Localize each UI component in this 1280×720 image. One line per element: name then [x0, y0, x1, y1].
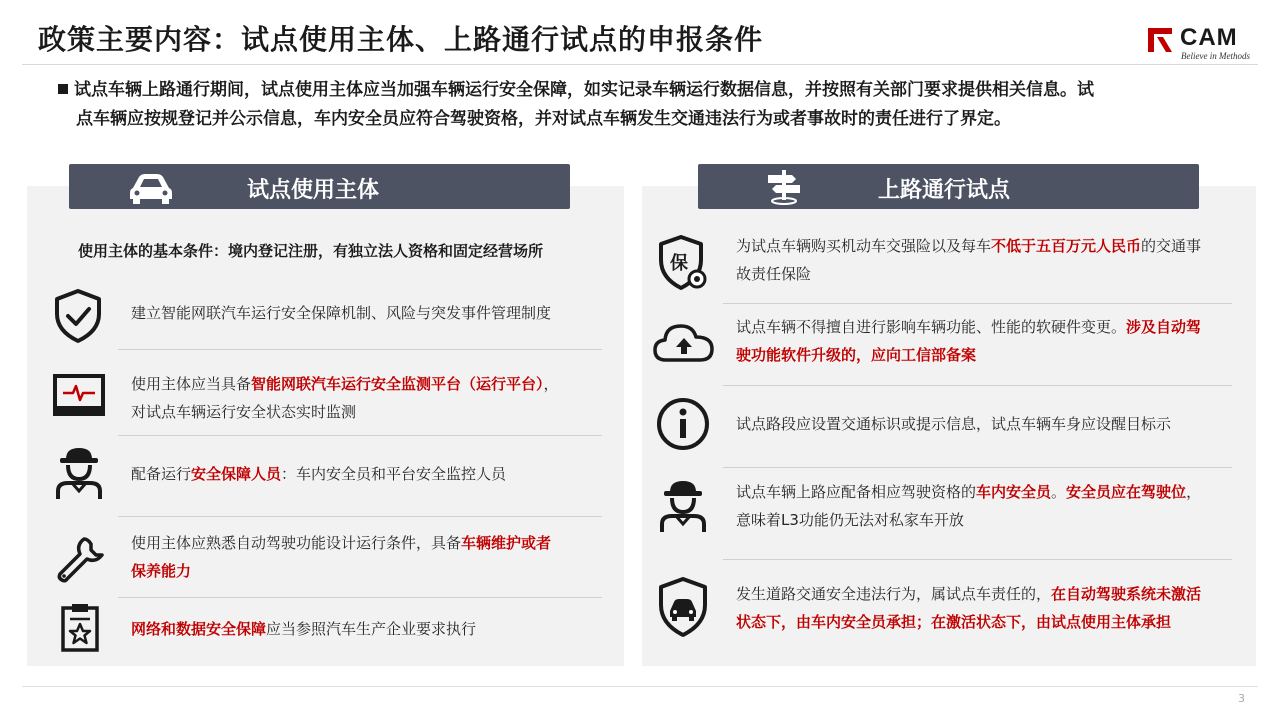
right-item-2-text: 试点车辆不得擅自进行影响车辆功能、性能的软硬件变更。 — [736, 318, 1127, 336]
left-item-3-rest: ：车内安全员和平台安全监控人员 — [281, 465, 507, 483]
car-shield-icon — [655, 576, 711, 638]
left-item-3-highlight: 安全保障人员 — [191, 465, 282, 483]
page-title: 政策主要内容：试点使用主体、上路通行试点的申报条件 — [38, 23, 764, 56]
left-item-2-highlight: 智能网联汽车运行安全监测平台（运行平台） — [251, 375, 544, 393]
logo-text: CAM — [1180, 24, 1238, 51]
right-item-5-highlight-2: 状态下，由车内安全员承担；在激活状态下，由试点使用主体承担 — [736, 613, 1172, 631]
title-divider — [22, 64, 1258, 65]
left-separator-4 — [118, 597, 602, 598]
right-item-4-line2: 意味着L3功能仍无法对私家车开放 — [736, 511, 964, 529]
right-separator-3 — [723, 467, 1232, 468]
right-separator-2 — [723, 385, 1232, 386]
bullet-square-icon — [58, 84, 68, 94]
right-item-4-punct: 。 — [1051, 483, 1067, 501]
right-item-1-rest: 的交通事 — [1141, 237, 1202, 255]
right-item-3 — [736, 410, 1241, 438]
shield-check-icon — [52, 288, 104, 344]
info-icon — [655, 396, 711, 452]
monitor-icon — [51, 373, 107, 419]
right-item-2 — [736, 313, 1241, 369]
right-item-5-highlight: 在自动驾驶系统未激活 — [1051, 585, 1202, 603]
insurance-shield-icon — [656, 234, 710, 292]
right-item-2-highlight-2: 驶功能软件升级的，应向工信部备案 — [736, 346, 977, 364]
car-icon — [125, 168, 177, 206]
right-item-5 — [736, 580, 1246, 636]
right-separator-1 — [723, 303, 1232, 304]
right-section-header — [698, 164, 1199, 209]
left-item-3-text: 配备运行 — [131, 465, 192, 483]
right-item-2-highlight: 涉及自动驾 — [1126, 318, 1202, 336]
clipboard-star-icon — [58, 602, 102, 652]
left-item-4-text: 使用主体应熟悉自动驾驶功能设计运行条件，具备 — [131, 534, 462, 552]
left-item-1-text: 建立智能网联汽车运行安全保障机制、风险与突发事件管理制度 — [131, 304, 552, 322]
right-item-4 — [736, 478, 1241, 534]
left-item-5-text: 应当参照汽车生产企业要求执行 — [266, 620, 477, 638]
left-separator-1 — [118, 349, 602, 350]
person-icon — [658, 478, 708, 534]
right-item-5-text: 发生道路交通安全违法行为，属试点车责任的， — [736, 585, 1052, 603]
left-item-4-highlight-2: 保养能力 — [131, 562, 192, 580]
cam-logo — [1148, 24, 1258, 60]
left-item-4 — [131, 529, 601, 585]
right-item-4-text: 试点车辆上路应配备相应驾驶资格的 — [736, 483, 977, 501]
signpost-icon — [758, 168, 810, 206]
right-separator-4 — [723, 559, 1232, 560]
left-item-4-highlight: 车辆维护或者 — [461, 534, 552, 552]
right-item-1-text: 为试点车辆购买机动车交强险以及每车 — [736, 237, 992, 255]
right-section-title: 上路通行试点 — [878, 178, 1011, 203]
intro-line-2: 点车辆应按规登记并公示信息，车内安全员应符合驾驶资格，并对试点车辆发生交通违法行为或者事故时的责任进行了界定。 — [76, 109, 1011, 129]
right-item-1-highlight: 不低于五百万元人民币 — [991, 237, 1142, 255]
right-item-1-line2: 故责任保险 — [736, 265, 812, 283]
left-section-title: 试点使用主体 — [247, 178, 380, 203]
left-item-1 — [131, 299, 601, 327]
left-item-2 — [131, 370, 606, 426]
left-item-5-highlight: 网络和数据安全保障 — [131, 620, 267, 638]
right-item-1 — [736, 232, 1241, 288]
basic-condition: 使用主体的基本条件：境内登记注册，有独立法人资格和固定经营场所 — [78, 242, 544, 260]
left-item-2-text: 使用主体应当具备 — [131, 375, 252, 393]
cloud-upload-icon — [652, 320, 716, 366]
wrench-icon — [54, 533, 106, 585]
right-item-4-highlight: 车内安全员 — [976, 483, 1052, 501]
right-item-4-punct-b: ， — [1186, 483, 1202, 501]
person-icon — [54, 445, 104, 501]
left-separator-2 — [118, 435, 602, 436]
right-item-3-text: 试点路段应设置交通标识或提示信息，试点车辆车身应设醒目标示 — [736, 415, 1172, 433]
intro-line-1: 试点车辆上路通行期间，试点使用主体应当加强车辆运行安全保障，如实记录车辆运行数据信息，并按照有关部门要求提供相关信息。试 — [74, 80, 1094, 100]
left-item-5 — [131, 615, 601, 643]
left-item-2-line2: 对试点车辆运行安全状态实时监测 — [131, 403, 357, 421]
left-section-header — [69, 164, 570, 209]
right-item-4-highlight-b: 安全员应在驾驶位 — [1066, 483, 1187, 501]
left-item-2-punct: ， — [543, 375, 559, 393]
svg-text:保: 保 — [670, 253, 688, 274]
intro-paragraph — [58, 76, 1248, 134]
left-item-3 — [131, 460, 601, 488]
page-number: 3 — [1238, 692, 1245, 705]
logo-mark-icon — [1148, 28, 1172, 52]
footer-divider — [22, 686, 1258, 687]
logo-tagline: Believe in Methods — [1181, 51, 1250, 61]
left-separator-3 — [118, 516, 602, 517]
